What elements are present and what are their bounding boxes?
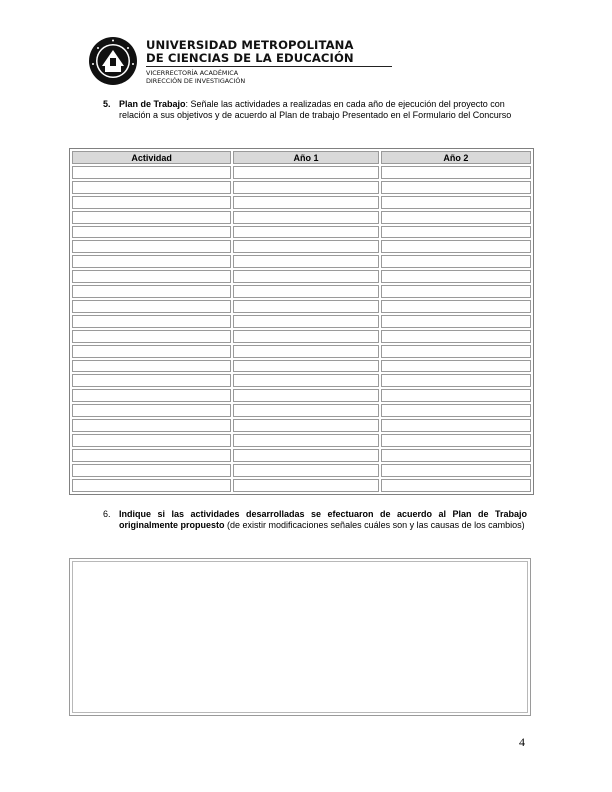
cell-ano-1[interactable] (233, 240, 379, 253)
cell-actividad[interactable] (72, 226, 231, 239)
answer-text-box[interactable] (69, 558, 531, 716)
cell-ano-2[interactable] (381, 360, 531, 373)
work-plan-table-body (72, 166, 531, 492)
table-row (72, 360, 531, 373)
university-seal-icon (88, 36, 138, 86)
cell-actividad[interactable] (72, 389, 231, 402)
cell-ano-1[interactable] (233, 389, 379, 402)
table-row (72, 270, 531, 283)
cell-actividad[interactable] (72, 315, 231, 328)
cell-actividad[interactable] (72, 166, 231, 179)
cell-actividad[interactable] (72, 374, 231, 387)
table-row (72, 434, 531, 447)
cell-actividad[interactable] (72, 240, 231, 253)
cell-ano-1[interactable] (233, 285, 379, 298)
section-6-instructions: (de existir modificaciones señales cuáles son y las causas de los cambios) (224, 520, 525, 531)
university-name: UNIVERSIDAD METROPOLITANA DE CIENCIAS DE LA EDUCACIÓN (146, 38, 354, 65)
column-header-actividad: Actividad (72, 151, 231, 164)
cell-ano-2[interactable] (381, 464, 531, 477)
cell-ano-2[interactable] (381, 196, 531, 209)
cell-ano-2[interactable] (381, 211, 531, 224)
cell-ano-2[interactable] (381, 166, 531, 179)
cell-ano-1[interactable] (233, 315, 379, 328)
table-row (72, 330, 531, 343)
cell-ano-1[interactable] (233, 345, 379, 358)
section-6-number: 6. (103, 509, 111, 519)
table-row (72, 449, 531, 462)
table-row (72, 479, 531, 492)
table-header-row (72, 151, 531, 164)
table-row (72, 464, 531, 477)
table-row (72, 181, 531, 194)
cell-ano-1[interactable] (233, 330, 379, 343)
section-5-number: 5. (103, 99, 111, 109)
section-6-text (119, 509, 527, 532)
cell-ano-2[interactable] (381, 285, 531, 298)
department-name: VICERRECTORÍA ACADÉMICA DIRECCIÓN DE INVESTIGACIÓN (146, 69, 246, 85)
cell-ano-1[interactable] (233, 434, 379, 447)
cell-actividad[interactable] (72, 255, 231, 268)
table-row (72, 240, 531, 253)
cell-actividad[interactable] (72, 270, 231, 283)
table-row (72, 389, 531, 402)
column-header-ano-1: Año 1 (233, 151, 379, 164)
cell-ano-2[interactable] (381, 270, 531, 283)
cell-ano-1[interactable] (233, 255, 379, 268)
cell-actividad[interactable] (72, 285, 231, 298)
column-header-ano-2: Año 2 (381, 151, 531, 164)
cell-actividad[interactable] (72, 419, 231, 432)
cell-ano-1[interactable] (233, 374, 379, 387)
section-6-bold-text: Indique si las actividades desarrolladas se efectuaron de acuerdo al Plan de Trabajo originalmente propuesto (119, 509, 527, 531)
cell-ano-1[interactable] (233, 404, 379, 417)
cell-ano-2[interactable] (381, 240, 531, 253)
cell-ano-2[interactable] (381, 300, 531, 313)
cell-actividad[interactable] (72, 330, 231, 343)
cell-ano-1[interactable] (233, 196, 379, 209)
cell-actividad[interactable] (72, 434, 231, 447)
cell-ano-1[interactable] (233, 419, 379, 432)
cell-actividad[interactable] (72, 360, 231, 373)
page-number: 4 (519, 735, 525, 749)
cell-ano-2[interactable] (381, 345, 531, 358)
cell-actividad[interactable] (72, 464, 231, 477)
cell-ano-2[interactable] (381, 449, 531, 462)
cell-ano-2[interactable] (381, 374, 531, 387)
cell-ano-1[interactable] (233, 226, 379, 239)
cell-actividad[interactable] (72, 449, 231, 462)
cell-ano-2[interactable] (381, 404, 531, 417)
table-row (72, 196, 531, 209)
cell-ano-1[interactable] (233, 360, 379, 373)
cell-actividad[interactable] (72, 211, 231, 224)
cell-ano-1[interactable] (233, 449, 379, 462)
table-row (72, 419, 531, 432)
table-row (72, 404, 531, 417)
header-divider (146, 66, 392, 67)
table-row (72, 226, 531, 239)
cell-ano-1[interactable] (233, 270, 379, 283)
section-5-instructions: : Señale las actividades a realizadas en cada año de ejecución del proyecto con relación a sus objetivos y de acuerdo al Plan de trabajo Presentado en el Formulario del Concurso (119, 99, 512, 121)
cell-actividad[interactable] (72, 300, 231, 313)
cell-ano-2[interactable] (381, 419, 531, 432)
cell-ano-1[interactable] (233, 479, 379, 492)
cell-ano-1[interactable] (233, 211, 379, 224)
table-row (72, 211, 531, 224)
table-row (72, 300, 531, 313)
table-row (72, 255, 531, 268)
work-plan-table (69, 148, 534, 495)
table-row (72, 374, 531, 387)
table-row (72, 315, 531, 328)
cell-ano-2[interactable] (381, 434, 531, 447)
cell-ano-2[interactable] (381, 479, 531, 492)
cell-ano-1[interactable] (233, 300, 379, 313)
cell-ano-2[interactable] (381, 226, 531, 239)
document-header (80, 34, 354, 92)
cell-ano-2[interactable] (381, 181, 531, 194)
cell-ano-1[interactable] (233, 166, 379, 179)
cell-ano-1[interactable] (233, 181, 379, 194)
cell-ano-2[interactable] (381, 315, 531, 328)
cell-ano-2[interactable] (381, 330, 531, 343)
section-5-title: Plan de Trabajo (119, 99, 186, 109)
cell-actividad[interactable] (72, 345, 231, 358)
table-row (72, 345, 531, 358)
cell-ano-2[interactable] (381, 389, 531, 402)
table-row (72, 166, 531, 179)
cell-actividad[interactable] (72, 404, 231, 417)
cell-actividad[interactable] (72, 479, 231, 492)
table-row (72, 285, 531, 298)
section-5-text (119, 99, 519, 122)
cell-actividad[interactable] (72, 181, 231, 194)
cell-actividad[interactable] (72, 196, 231, 209)
cell-ano-2[interactable] (381, 255, 531, 268)
cell-ano-1[interactable] (233, 464, 379, 477)
